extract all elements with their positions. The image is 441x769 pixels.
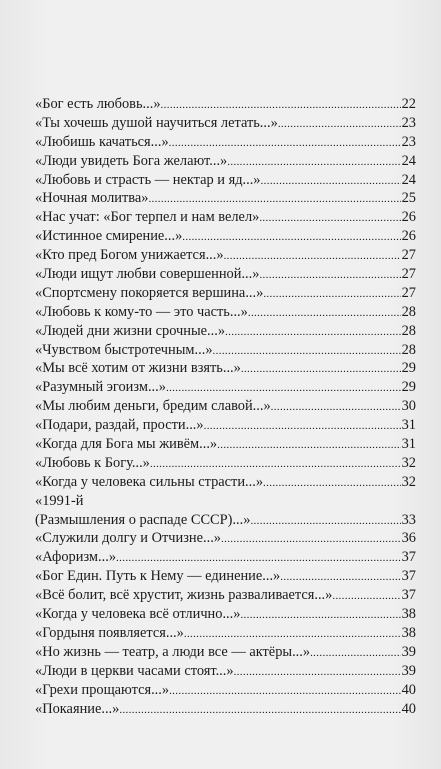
toc-entry-title: «Истинное смирение...» <box>35 228 183 245</box>
toc-entry <box>35 341 416 360</box>
toc-entry-title: «Когда у человека сильны страсти...» <box>35 473 264 490</box>
toc-entry-title: «Мы любим деньги, бредим славой...» <box>35 398 271 415</box>
toc-entry-title: «Людей дни жизни срочные...» <box>35 322 226 339</box>
toc-entry-title: «Ты хочешь душой научиться летать...» <box>35 114 278 131</box>
toc-entry-page-number: 31 <box>401 417 416 434</box>
toc-entry-title: «Грехи прощаются...» <box>35 681 170 698</box>
toc-entry-page-number: 37 <box>401 587 416 604</box>
toc-entry-page-number: 29 <box>401 360 416 377</box>
toc-entry-page-number: 38 <box>401 624 416 641</box>
dot-leader <box>204 416 401 436</box>
dot-leader <box>148 189 400 209</box>
toc-entry-page-number: 28 <box>401 322 416 339</box>
toc-entry-title: «Спортсмену покоряется вершина...» <box>35 284 264 301</box>
toc-entry-page-number: 24 <box>401 152 416 169</box>
toc-entry-page-number: 39 <box>401 643 416 660</box>
toc-entry <box>35 454 416 473</box>
toc-entry-title: «Люди в церкви часами стоят...» <box>35 662 234 679</box>
dot-leader <box>169 681 401 701</box>
toc-entry <box>35 511 416 530</box>
toc-entry-title: «Люди увидеть Бога желают...» <box>35 152 228 169</box>
toc-entry <box>35 284 416 303</box>
dot-leader <box>224 246 401 266</box>
toc-entry <box>35 586 416 605</box>
toc-entry-title: (Размышления о распаде СССР)...» <box>35 511 251 528</box>
toc-entry-page-number: 26 <box>401 228 416 245</box>
dot-leader <box>116 548 401 568</box>
dot-leader <box>234 662 401 682</box>
dot-leader <box>166 378 401 398</box>
toc-entry-title: «Служили долгу и Отчизне...» <box>35 530 221 547</box>
toc-entry-title: «Бог Един. Путь к Нему — единение...» <box>35 568 281 585</box>
dot-leader <box>263 473 401 493</box>
dot-leader <box>184 624 401 644</box>
toc-entry-title: «Любишь качаться...» <box>35 133 169 150</box>
toc-entry <box>35 303 416 322</box>
toc-entry <box>35 208 416 227</box>
dot-leader <box>227 152 400 172</box>
dot-leader <box>332 586 400 606</box>
toc-entry <box>35 359 416 378</box>
table-of-contents <box>35 95 416 718</box>
toc-entry <box>35 189 416 208</box>
toc-entry-page-number: 27 <box>401 266 416 283</box>
toc-entry-title: «Афоризм...» <box>35 549 117 566</box>
dot-leader <box>280 567 400 587</box>
dot-leader <box>241 359 401 379</box>
toc-entry-title: «Чувством быстротечным...» <box>35 341 213 358</box>
dot-leader <box>261 171 401 191</box>
dot-leader <box>182 227 400 247</box>
toc-entry-page-number: 28 <box>401 303 416 320</box>
dot-leader <box>259 208 400 228</box>
toc-entry-page-number: 32 <box>401 473 416 490</box>
toc-entry-page-number: 37 <box>401 549 416 566</box>
toc-entry <box>35 435 416 454</box>
toc-entry <box>35 605 416 624</box>
toc-entry-title: «Кто пред Богом унижается...» <box>35 247 224 264</box>
toc-entry-title: «Люди ищут любви совершенной...» <box>35 266 260 283</box>
toc-entry <box>35 548 416 567</box>
toc-entry <box>35 265 416 284</box>
toc-entry <box>35 681 416 700</box>
toc-entry-page-number: 26 <box>401 209 416 226</box>
toc-entry-page-number: 38 <box>401 606 416 623</box>
toc-entry <box>35 397 416 416</box>
toc-entry-page-number: 28 <box>401 341 416 358</box>
toc-entry-page-number: 37 <box>401 568 416 585</box>
toc-entry <box>35 95 416 114</box>
dot-leader <box>271 397 401 417</box>
toc-entry-page-number: 27 <box>401 284 416 301</box>
dot-leader <box>310 643 401 663</box>
dot-leader <box>119 700 400 720</box>
toc-entry <box>35 171 416 190</box>
toc-entry-title: «1991-й <box>35 492 84 509</box>
toc-entry-page-number: 23 <box>401 114 416 131</box>
toc-entry-page-number: 33 <box>401 511 416 528</box>
toc-entry-title: «Мы всё хотим от жизни взять...» <box>35 360 241 377</box>
toc-entry-page-number: 32 <box>401 454 416 471</box>
toc-entry <box>35 114 416 133</box>
toc-entry <box>35 152 416 171</box>
toc-entry <box>35 492 416 511</box>
dot-leader <box>150 454 401 474</box>
toc-entry-page-number: 40 <box>401 700 416 717</box>
dot-leader <box>248 303 401 323</box>
dot-leader <box>221 529 401 549</box>
toc-entry <box>35 662 416 681</box>
dot-leader <box>278 114 401 134</box>
toc-entry-title: «Всё болит, всё хрустит, жизнь разваливается...» <box>35 587 333 604</box>
toc-entry-page-number: 23 <box>401 133 416 150</box>
toc-entry-page-number: 24 <box>401 171 416 188</box>
dot-leader <box>213 341 401 361</box>
toc-entry <box>35 322 416 341</box>
dot-leader <box>240 605 400 625</box>
toc-entry <box>35 246 416 265</box>
toc-entry <box>35 624 416 643</box>
toc-entry-title: «Нас учат: «Бог терпел и нам велел» <box>35 209 260 226</box>
toc-entry-title: «Подари, раздай, прости...» <box>35 417 204 434</box>
dot-leader <box>225 322 401 342</box>
toc-entry-title: «Гордыня появляется...» <box>35 624 184 641</box>
toc-entry-page-number: 27 <box>401 247 416 264</box>
toc-entry-page-number: 40 <box>401 681 416 698</box>
toc-entry-page-number: 39 <box>401 662 416 679</box>
toc-entry-title: «Когда у человека всё отлично...» <box>35 606 241 623</box>
dot-leader <box>250 511 400 531</box>
toc-entry-title: «Покаяние...» <box>35 700 120 717</box>
toc-entry-page-number: 31 <box>401 436 416 453</box>
toc-entry <box>35 529 416 548</box>
toc-entry-title: «Любовь к кому-то — это часть...» <box>35 303 248 320</box>
toc-entry-title: «Разумный эгоизм...» <box>35 379 166 396</box>
toc-entry-title: «Когда для Бога мы живём...» <box>35 436 218 453</box>
toc-entry-page-number: 29 <box>401 379 416 396</box>
dot-leader <box>169 133 401 153</box>
toc-entry-page-number: 36 <box>401 530 416 547</box>
dot-leader <box>259 265 400 285</box>
toc-entry-title: «Ночная молитва» <box>35 190 149 207</box>
toc-entry-page-number: 30 <box>401 398 416 415</box>
toc-entry <box>35 643 416 662</box>
dot-leader <box>161 95 401 115</box>
toc-entry <box>35 378 416 397</box>
dot-leader <box>217 435 400 455</box>
toc-entry <box>35 227 416 246</box>
toc-entry-title: «Любовь к Богу...» <box>35 454 150 471</box>
toc-entry-page-number: 22 <box>401 96 416 112</box>
toc-entry-title: «Любовь и страсть — нектар и яд...» <box>35 171 261 188</box>
toc-entry-page-number: 25 <box>401 190 416 207</box>
toc-entry <box>35 567 416 586</box>
toc-entry <box>35 700 416 719</box>
toc-entry-title: «Но жизнь — театр, а люди все — актёры...» <box>35 643 311 660</box>
dot-leader <box>263 284 400 304</box>
toc-entry-title: «Бог есть любовь...» <box>35 96 161 112</box>
toc-entry <box>35 416 416 435</box>
toc-entry <box>35 473 416 492</box>
toc-entry <box>35 133 416 152</box>
